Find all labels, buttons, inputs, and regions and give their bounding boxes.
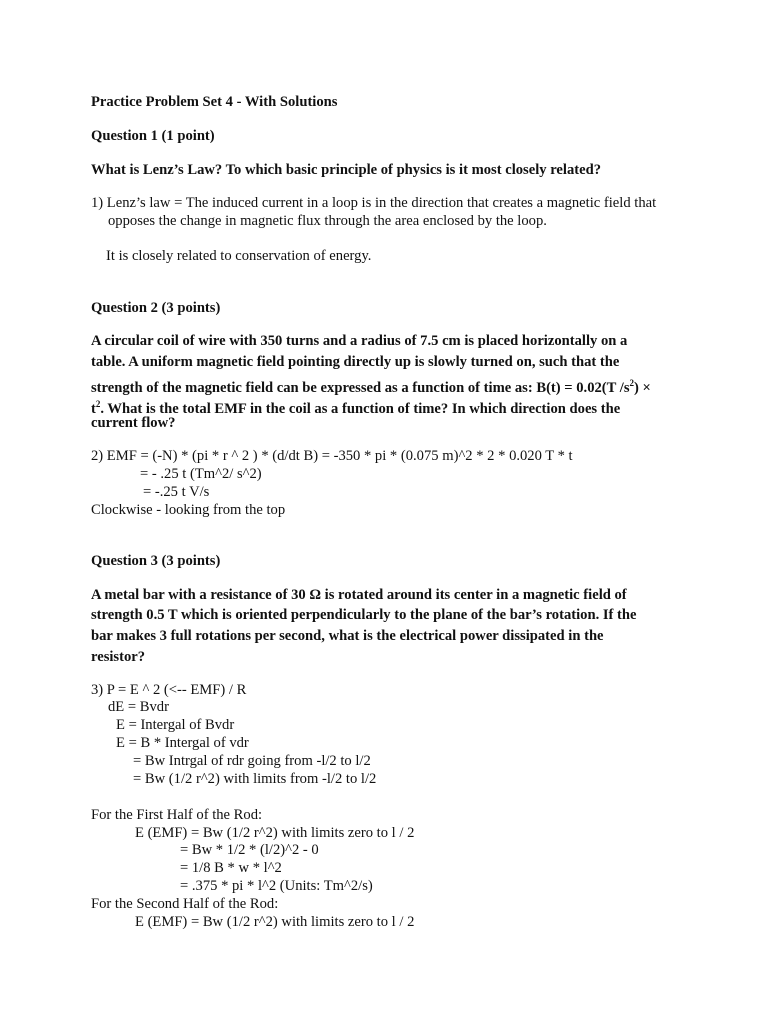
question-2-prompt-line: strength of the magnetic field can be expressed as a function of time as: B(t) = 0.02(T $/s^2$) × bbox=[91, 378, 651, 396]
question-3-answer-line: = Bw (1/2 r^2) with limits from -l/2 to l/2 bbox=[133, 771, 377, 787]
question-3-answer-line: = Bw Intrgal of rdr going from -l/2 to l/2 bbox=[133, 753, 371, 769]
question-3-prompt-line: bar makes 3 full rotations per second, what is the electrical power dissipated in the bbox=[91, 628, 604, 644]
second-half-line: E (EMF) = Bw (1/2 r^2) with limits zero to l / 2 bbox=[135, 914, 415, 930]
question-1-answer-line: It is closely related to conservation of energy. bbox=[106, 248, 372, 264]
second-half-heading: For the Second Half of the Rod: bbox=[91, 896, 279, 912]
question-3-prompt-line: resistor? bbox=[91, 649, 146, 665]
question-3-answer-line: dE = Bvdr bbox=[108, 699, 169, 715]
question-1-answer-line: 1) Lenz’s law = The induced current in a loop is in the direction that creates a magnetic field that bbox=[91, 195, 657, 211]
question-3-heading: Question 3 (3 points) bbox=[91, 553, 221, 569]
first-half-line: = 1/8 B * w * l^2 bbox=[180, 860, 282, 876]
question-2-prompt-line: A circular coil of wire with 350 turns and a radius of 7.5 cm is placed horizontally on a bbox=[91, 333, 628, 349]
question-1-prompt: What is Lenz’s Law? To which basic principle of physics is it most closely related? bbox=[91, 162, 601, 178]
question-2-answer-line: = - .25 t (Tm^2/ s^2) bbox=[140, 466, 262, 482]
question-3-prompt-line: strength 0.5 T which is oriented perpendicularly to the plane of the bar’s rotation. If the bbox=[91, 607, 637, 623]
question-3-prompt-line: A metal bar with a resistance of 30 Ω is rotated around its center in a magnetic field of bbox=[91, 587, 627, 603]
question-2-answer-line: 2) EMF = (-N) * (pi * r ^ 2 ) * (d/dt B) = -350 * pi * (0.075 m)^2 * 2 * 0.020 T * t bbox=[91, 448, 573, 464]
question-2-prompt-line: $t^2$. What is the total EMF in the coil as a function of time? In which direction does the bbox=[91, 399, 621, 417]
document-title: Practice Problem Set 4 - With Solutions bbox=[91, 94, 338, 110]
question-3-answer-line: 3) P = E ^ 2 (<-- EMF) / R bbox=[91, 682, 247, 698]
question-2-answer-line: = -.25 t V/s bbox=[143, 484, 210, 500]
question-1-answer-line: opposes the change in magnetic flux through the area enclosed by the loop. bbox=[108, 213, 547, 229]
first-half-line: E (EMF) = Bw (1/2 r^2) with limits zero to l / 2 bbox=[135, 825, 415, 841]
first-half-line: = .375 * pi * l^2 (Units: Tm^2/s) bbox=[180, 878, 373, 894]
question-2-prompt-line: table. A uniform magnetic field pointing directly up is slowly turned on, such that the bbox=[91, 354, 620, 370]
question-3-answer-line: E = B * Intergal of vdr bbox=[116, 735, 249, 751]
question-1-heading: Question 1 (1 point) bbox=[91, 128, 215, 144]
question-2-heading: Question 2 (3 points) bbox=[91, 300, 221, 316]
question-3-answer-line: E = Intergal of Bvdr bbox=[116, 717, 235, 733]
first-half-heading: For the First Half of the Rod: bbox=[91, 807, 263, 823]
first-half-line: = Bw * 1/2 * (l/2)^2 - 0 bbox=[180, 842, 319, 858]
question-2-prompt-line: current flow? bbox=[91, 415, 176, 431]
question-2-answer-line: Clockwise - looking from the top bbox=[91, 502, 286, 518]
